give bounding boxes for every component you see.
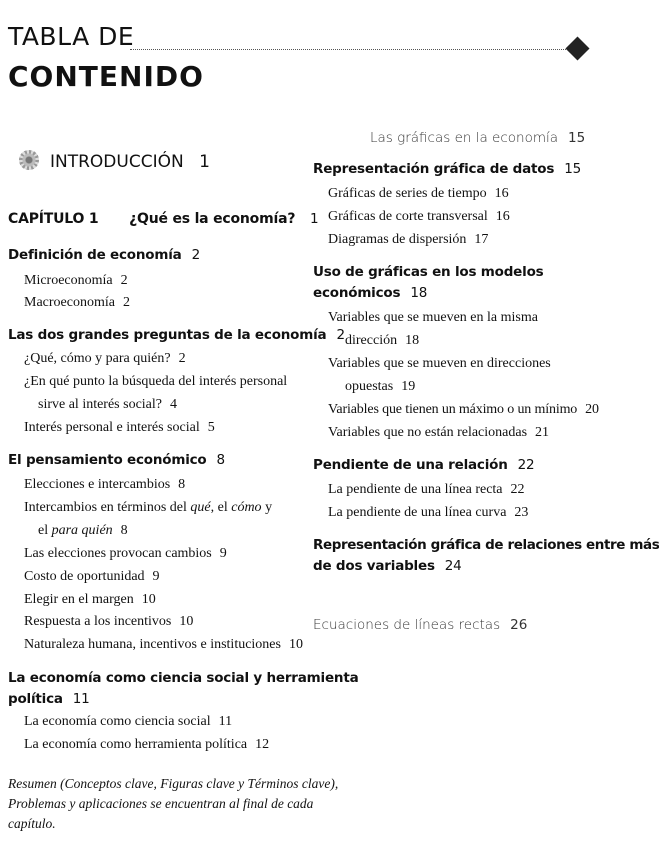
toc-entry[interactable]	[24, 737, 269, 753]
entry-text-italic: para quién	[51, 523, 113, 538]
entry-page: 8	[120, 523, 128, 538]
entry-page: 23	[514, 505, 529, 520]
toc-entry[interactable]	[24, 569, 160, 585]
toc-section-line[interactable]: Representación gráfica de relaciones entre más	[313, 537, 659, 553]
intro-entry[interactable]	[50, 152, 210, 172]
entry-page: 2	[120, 273, 128, 288]
footnote-line: Problemas y aplicaciones se encuentran al final de cada	[8, 796, 314, 811]
toc-entry[interactable]	[328, 232, 488, 248]
entry-text: Elegir en el margen	[24, 592, 134, 607]
toc-entry[interactable]	[24, 420, 215, 436]
toc-entry-line[interactable]	[24, 500, 272, 516]
intro-page: 1	[199, 152, 210, 172]
section-title: El pensamiento económico	[8, 452, 207, 468]
entry-text: Naturaleza humana, incentivos e instituciones	[24, 637, 281, 652]
toc-entry[interactable]	[38, 523, 128, 539]
section-title: Definición de economía	[8, 247, 182, 263]
title-line-1: TABLA DE	[8, 22, 135, 51]
intro-label: INTRODUCCIÓN	[50, 152, 184, 172]
entry-text: La economía como ciencia social	[24, 714, 211, 729]
entry-page: 19	[401, 379, 416, 394]
toc-entry-line[interactable]: ¿En qué punto la búsqueda del interés personal	[24, 374, 288, 389]
entry-page: 26	[510, 617, 528, 633]
entry-text: Respuesta a los incentivos	[24, 614, 172, 629]
section-title: de dos variables	[313, 558, 435, 574]
entry-page: 2	[178, 351, 186, 366]
toc-entry[interactable]	[328, 425, 549, 441]
toc-section[interactable]	[8, 691, 90, 707]
entry-text: Macroeconomía	[24, 295, 115, 310]
entry-page: 16	[495, 209, 510, 224]
toc-entry[interactable]	[345, 333, 419, 349]
toc-entry[interactable]	[24, 592, 156, 608]
section-page: 24	[444, 558, 462, 574]
title-line-2: CONTENIDO	[8, 60, 204, 93]
toc-entry[interactable]	[345, 379, 415, 395]
chapter-heading[interactable]	[8, 211, 318, 227]
entry-text: Microeconomía	[24, 273, 113, 288]
toc-entry[interactable]	[328, 209, 510, 225]
toc-section[interactable]	[8, 247, 200, 263]
entry-page: 10	[288, 637, 303, 652]
section-page: 8	[216, 452, 225, 468]
toc-entry[interactable]	[24, 614, 193, 630]
toc-section[interactable]	[313, 161, 581, 177]
entry-text: Interés personal e interés social	[24, 420, 200, 435]
entry-page: 10	[179, 614, 194, 629]
toc-entry-line[interactable]: Variables que se mueven en la misma	[328, 310, 538, 325]
section-page: 11	[72, 691, 90, 707]
toc-entry-line[interactable]: Variables que se mueven en direcciones	[328, 356, 551, 371]
toc-section[interactable]	[8, 452, 225, 468]
entry-text: el	[38, 523, 52, 538]
entry-text: Gráficas de series de tiempo	[328, 186, 487, 201]
entry-page: 21	[535, 425, 550, 440]
entry-text-italic: cómo	[231, 500, 262, 515]
entry-page: 16	[494, 186, 509, 201]
toc-entry[interactable]	[313, 617, 527, 633]
toc-entry[interactable]	[328, 482, 525, 498]
entry-page: 9	[219, 546, 227, 561]
entry-page: 18	[405, 333, 420, 348]
chapter-title: ¿Qué es la economía?	[129, 211, 296, 227]
entry-page: 5	[207, 420, 215, 435]
toc-entry[interactable]	[328, 505, 528, 521]
title-rule	[130, 49, 570, 50]
toc-entry[interactable]	[24, 351, 186, 367]
entry-text: Diagramas de dispersión	[328, 232, 467, 247]
entry-page: 20	[585, 402, 599, 417]
section-page: 22	[517, 457, 535, 473]
toc-entry[interactable]	[370, 130, 585, 146]
footnote-line: capítulo.	[8, 816, 56, 831]
entry-page: 12	[255, 737, 270, 752]
section-title: Representación gráfica de datos	[313, 161, 555, 177]
entry-page: 11	[218, 714, 233, 729]
entry-text: y	[261, 500, 273, 515]
entry-text: dirección	[345, 333, 398, 348]
entry-page: 2	[122, 295, 130, 310]
chapter-page: 1	[309, 211, 319, 227]
chapter-label: CAPÍTULO 1	[8, 211, 99, 227]
section-title: Las dos grandes preguntas de la economía	[8, 327, 327, 343]
toc-section[interactable]	[313, 285, 427, 301]
entry-page: 15	[568, 130, 586, 146]
entry-text: La economía como herramienta política	[24, 737, 248, 752]
toc-section[interactable]	[8, 327, 345, 343]
toc-section-line[interactable]: La economía como ciencia social y herramienta	[8, 670, 359, 686]
entry-page: 17	[474, 232, 489, 247]
entry-text: sirve al interés social?	[38, 397, 163, 412]
entry-text: La pendiente de una línea recta	[328, 482, 503, 497]
entry-text: Las elecciones provocan cambios	[24, 546, 212, 561]
section-page: 15	[564, 161, 581, 177]
entry-text: Elecciones e intercambios	[24, 477, 171, 492]
entry-text: Variables que tienen un máximo o un mínimo	[328, 402, 578, 417]
footnote	[8, 774, 338, 834]
entry-page: 4	[170, 397, 178, 412]
section-page: 2	[336, 327, 345, 343]
toc-entry[interactable]	[38, 397, 177, 413]
entry-text: , el	[210, 500, 232, 515]
entry-page: 22	[510, 482, 525, 497]
toc-section[interactable]	[313, 457, 534, 473]
entry-page: 10	[141, 592, 156, 607]
section-title: política	[8, 691, 63, 707]
entry-text: Ecuaciones de líneas rectas	[313, 617, 501, 633]
entry-text: Las gráficas en la economía	[370, 130, 559, 146]
entry-text: Intercambios en términos del	[24, 500, 191, 515]
section-page: 2	[191, 247, 200, 263]
entry-text: ¿Qué, cómo y para quién?	[24, 351, 171, 366]
toc-entry[interactable]	[328, 186, 509, 202]
toc-entry[interactable]	[24, 546, 227, 562]
toc-entry[interactable]	[328, 402, 599, 418]
section-title: Pendiente de una relación	[313, 457, 508, 473]
footnote-line: Resumen (Conceptos clave, Figuras clave y Términos clave),	[8, 776, 339, 791]
entry-page: 9	[152, 569, 160, 584]
entry-text: Gráficas de corte transversal	[328, 209, 488, 224]
toc-entry[interactable]	[24, 637, 303, 653]
section-title: económicos	[313, 285, 401, 301]
toc-entry[interactable]	[24, 295, 130, 311]
entry-text: Variables que no están relacionadas	[328, 425, 528, 440]
entry-text-italic: qué	[190, 500, 211, 515]
toc-section[interactable]	[313, 558, 462, 574]
entry-page: 8	[178, 477, 186, 492]
section-page: 18	[410, 285, 428, 301]
toc-entry[interactable]	[24, 273, 128, 289]
entry-text: La pendiente de una línea curva	[328, 505, 507, 520]
toc-section-line[interactable]: Uso de gráficas en los modelos	[313, 264, 544, 280]
toc-entry[interactable]	[24, 477, 185, 493]
entry-text: opuestas	[345, 379, 394, 394]
starburst-icon	[19, 150, 39, 170]
toc-entry[interactable]	[24, 714, 232, 730]
entry-text: Costo de oportunidad	[24, 569, 145, 584]
diamond-icon	[565, 36, 589, 60]
